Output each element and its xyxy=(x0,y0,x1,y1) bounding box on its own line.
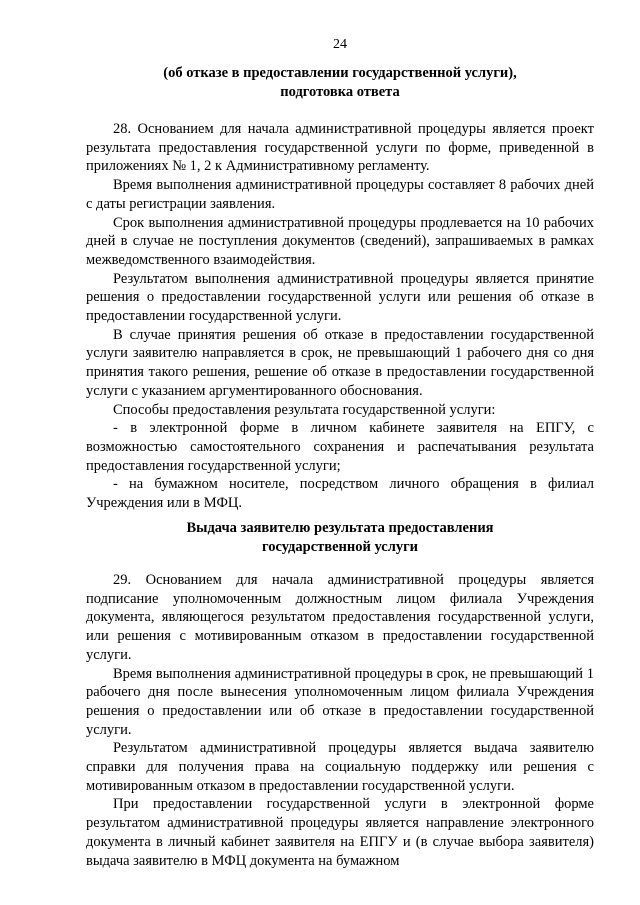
list-item: - в электронной форме в личном кабинете заявителя на ЕПГУ, с возможностью самостоятельного сохранения и распечатывания результата предоставления государственной услуги; xyxy=(86,420,594,474)
heading-line: государственной услуги xyxy=(261,539,419,555)
paragraph: При предоставлении государственной услуги в электронной форме результатом административной процедуры является направление электронного документа в личный кабинет заявителя на ЕПГУ и (в случае выбора заявителя) выдача заявителю в МФЦ документа на бумажном xyxy=(86,796,594,869)
section-heading-refusal xyxy=(86,64,594,102)
paragraph: Срок выполнения административной процедуры продлевается на 10 рабочих дней в случае не поступления документов (сведений), запрашиваемых в рамках межведомственного взаимодействия. xyxy=(86,214,594,268)
paragraph: Результатом административной процедуры является выдача заявителю справки для получения права на социальную поддержку или решения с мотивированным отказом в предоставлении государственной услуги. xyxy=(86,740,594,794)
paragraph: Время выполнения административной процедуры составляет 8 рабочих дней с даты регистрации заявления. xyxy=(86,177,594,212)
list-item: - на бумажном носителе, посредством личного обращения в филиал Учреждения или в МФЦ. xyxy=(86,476,594,512)
paragraph: Время выполнения административной процедуры в срок, не превышающий 1 рабочего дня после вынесения уполномоченным лицом филиала Учреждения решения о предоставлении или об отказе в предоставлении государственной услуги. xyxy=(86,665,594,738)
paragraph: Результатом выполнения административной процедуры является принятие решения о предоставлении государственной услуги или решения об отказе в предоставлении государственной услуги. xyxy=(86,270,594,325)
section-heading-issuance xyxy=(86,519,594,557)
section-28-body xyxy=(86,120,594,513)
paragraph: 28. Основанием для начала административной процедуры является проект результата предоставления государственной услуги по форме, приведенной в приложениях № 1, 2 к Административному регламенту. xyxy=(86,121,594,175)
heading-line: (об отказе в предоставлении государственной услуги), xyxy=(163,65,517,81)
heading-line: подготовка ответа xyxy=(280,84,400,100)
heading-line: Выдача заявителю результата предоставления xyxy=(186,520,494,536)
paragraph: 29. Основанием для начала административной процедуры является подписание уполномоченным должностным лицом филиала Учреждения документа, являющегося результатом предоставления государственной услуги, или решения с мотивированным отказом в предоставлении государственной услуги. xyxy=(86,572,594,663)
section-29-body xyxy=(86,571,594,870)
paragraph: Способы предоставления результата государственной услуги: xyxy=(113,401,496,418)
page-number: 24 xyxy=(333,37,347,52)
paragraph: В случае принятия решения об отказе в предоставлении государственной услуги заявителю направляется в срок, не превышающий 1 рабочего дня со дня принятия такого решения, решение об отказе в предоставлении государственной услуги с указанием аргументированного обоснования. xyxy=(86,326,594,399)
